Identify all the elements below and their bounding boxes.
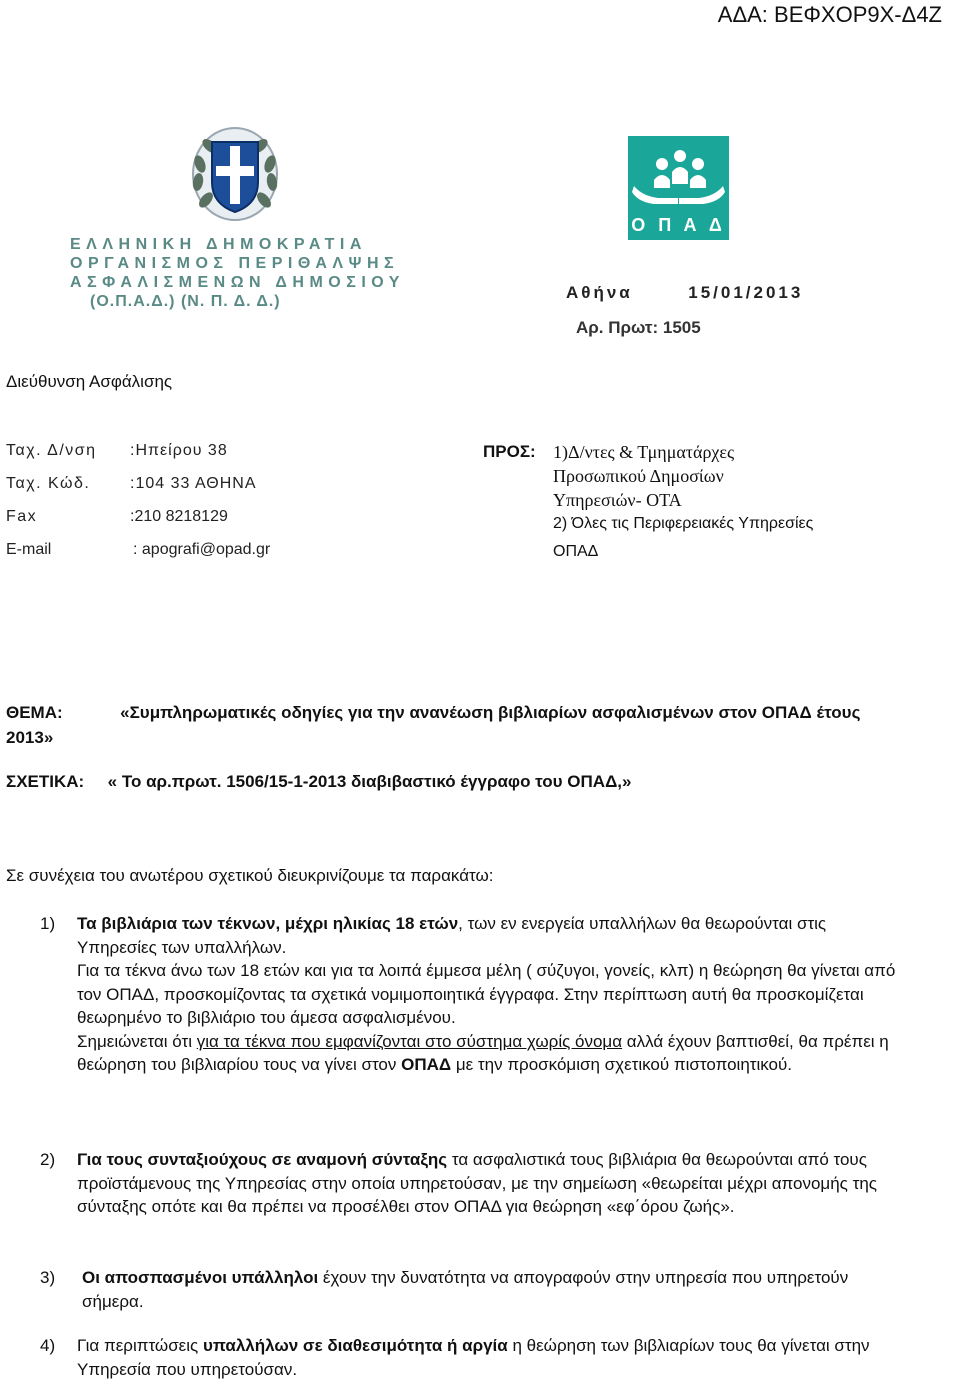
item-paragraph [77, 912, 897, 959]
item-number: 3) [40, 1268, 56, 1287]
item-text: Σημειώνεται ότι [77, 1031, 197, 1051]
ada-code: ΑΔΑ: ΒΕΦΧΟΡ9Χ-Δ4Ζ [717, 2, 942, 27]
item-bold: Οι αποσπασμένοι υπάλληλοι [82, 1268, 319, 1287]
item-text: με την προσκόμιση σχετικού πιστοποιητικού. [451, 1055, 793, 1074]
subject [6, 700, 906, 750]
recipient-line: ΟΠΑΔ [553, 543, 599, 560]
recipient-line: Προσωπικού Δημοσίων [553, 466, 724, 486]
recipient-line: 2) Όλες τις Περιφερειακές Υπηρεσίες [553, 515, 814, 532]
item-number: 4) [40, 1336, 56, 1355]
list-item [40, 1266, 900, 1316]
logo-text: Ο Π Α Δ [631, 215, 726, 235]
item-bold: ΟΠΑΔ [401, 1055, 452, 1074]
recipient-line: Υπηρεσιών- ΟΤΑ [553, 490, 682, 510]
related-text: « Το αρ.πρωτ. 1506/15-1-2013 διαβιβαστικό έγγραφο του ΟΠΑΔ,» [107, 772, 632, 791]
contact-label: Ταχ. Κώδ. [6, 475, 91, 492]
contact-email[interactable]: : apografi@opad.gr [133, 541, 271, 558]
item-number: 2) [40, 1150, 56, 1169]
org-line: ΑΣΦΑΛΙΣΜΕΝΩΝ ΔΗΜΟΣΙΟΥ [70, 274, 405, 291]
contact-label: Ταχ. Δ/νση [6, 442, 97, 459]
item-text: αλλά έχουν βαπτισθεί, θα πρέπει η θεώρηση του βιβλιαρίου τους να γίνει στον [77, 1031, 889, 1074]
item-text: η θεώρηση των βιβλιαρίων τους θα γίνεται στην Υπηρεσία που υπηρετούσαν. [77, 1336, 870, 1379]
contact-label: E-mail [6, 541, 52, 558]
item-text: , των εν ενεργεία υπαλλήλων θα θεωρούνται στις Υπηρεσίες των υπαλλήλων. [77, 914, 827, 957]
organization-header [70, 235, 405, 311]
list-item [40, 912, 900, 1152]
contact-value: :104 33 ΑΘΗΝΑ [130, 475, 257, 492]
subject-label: ΘΕΜΑ: [6, 703, 63, 722]
contact-value: :210 8218129 [130, 508, 228, 525]
recipient-line: 1)Δ/ντες & Τμηματάρχες [553, 442, 735, 462]
item-number: 1) [40, 914, 56, 933]
item-body [82, 1266, 902, 1313]
item-underlined: για τα τέκνα που εμφανίζονται στο σύστημα χωρίς όνομα [196, 1031, 623, 1051]
opad-logo [628, 136, 729, 240]
date-line [566, 283, 803, 303]
list-item [40, 1148, 900, 1248]
subject-text: «Συμπληρωματικές οδηγίες για την ανανέωση βιβλιαρίων ασφαλισμένων στον ΟΠΑΔ έτους 2013» [6, 703, 861, 747]
item-paragraph: Για τα τέκνα άνω των 18 ετών και για τα λοιπά έμμεσα μέλη ( σύζυγοι, γονείς, κλπ) η θεώρηση θα γίνεται από τον ΟΠΑΔ, προσκομίζοντας τα σχετικά νομιμοποιητικά έγγραφα. Στην περίπτωση αυτή θα προσκομίζεται θεωρημένο το βιβλιάριο του άμεσα ασφαλισμένου. [77, 961, 896, 1027]
item-paragraph [77, 1030, 897, 1077]
list-item [40, 1334, 900, 1382]
item-body [77, 912, 897, 1077]
item-text: έχουν την δυνατότητα να απογραφούν στην υπηρεσία που υπηρετούν σήμερα. [82, 1268, 849, 1311]
contact-value: :Ηπείρου 38 [130, 442, 228, 459]
related-label: ΣΧΕΤΙΚΑ: [6, 772, 85, 791]
related-reference [6, 772, 631, 792]
city: Αθήνα [566, 283, 633, 302]
org-line: (Ο.Π.Α.Δ.) (Ν. Π. Δ. Δ.) [90, 293, 281, 310]
item-bold: Τα βιβλιάρια των τέκνων, μέχρι ηλικίας 18 ετών [77, 914, 459, 933]
item-body [77, 1148, 897, 1219]
date: 15/01/2013 [688, 283, 804, 302]
item-text: τα ασφαλιστικά τους βιβλιάρια θα θεωρούνται από τους προϊστάμενους της Υπηρεσίας στην οποία υπηρετούσαν, με την σημείωση «θεωρείται μέχρι απονομής της σύνταξης οπότε και θα πρέπει να προσέλθει στον ΟΠΑΔ για θεώρηση «εφ΄όρου ζωής». [77, 1150, 877, 1216]
contact-label: Fax [6, 508, 38, 525]
recipients-label: ΠΡΟΣ: [483, 442, 536, 461]
department: Διεύθυνση Ασφάλισης [6, 372, 173, 391]
org-line: ΟΡΓΑΝΙΣΜΟΣ ΠΕΡΙΘΑΛΨΗΣ [70, 255, 400, 272]
recipients-list [553, 440, 933, 564]
org-line: ΕΛΛΗΝΙΚΗ ΔΗΜΟΚΡΑΤΙΑ [70, 236, 367, 253]
item-text: Για περιπτώσεις [77, 1336, 203, 1355]
item-bold: υπαλλήλων σε διαθεσιμότητα ή αργία [202, 1336, 508, 1355]
item-body [77, 1334, 897, 1381]
item-bold: Για τους συνταξιούχους σε αναμονή σύνταξης [77, 1150, 448, 1169]
protocol-number: Αρ. Πρωτ: 1505 [576, 318, 701, 337]
intro-text: Σε συνέχεια του ανωτέρου σχετικού διευκρινίζουμε τα παρακάτω: [6, 866, 494, 885]
greek-emblem-icon [190, 124, 280, 224]
